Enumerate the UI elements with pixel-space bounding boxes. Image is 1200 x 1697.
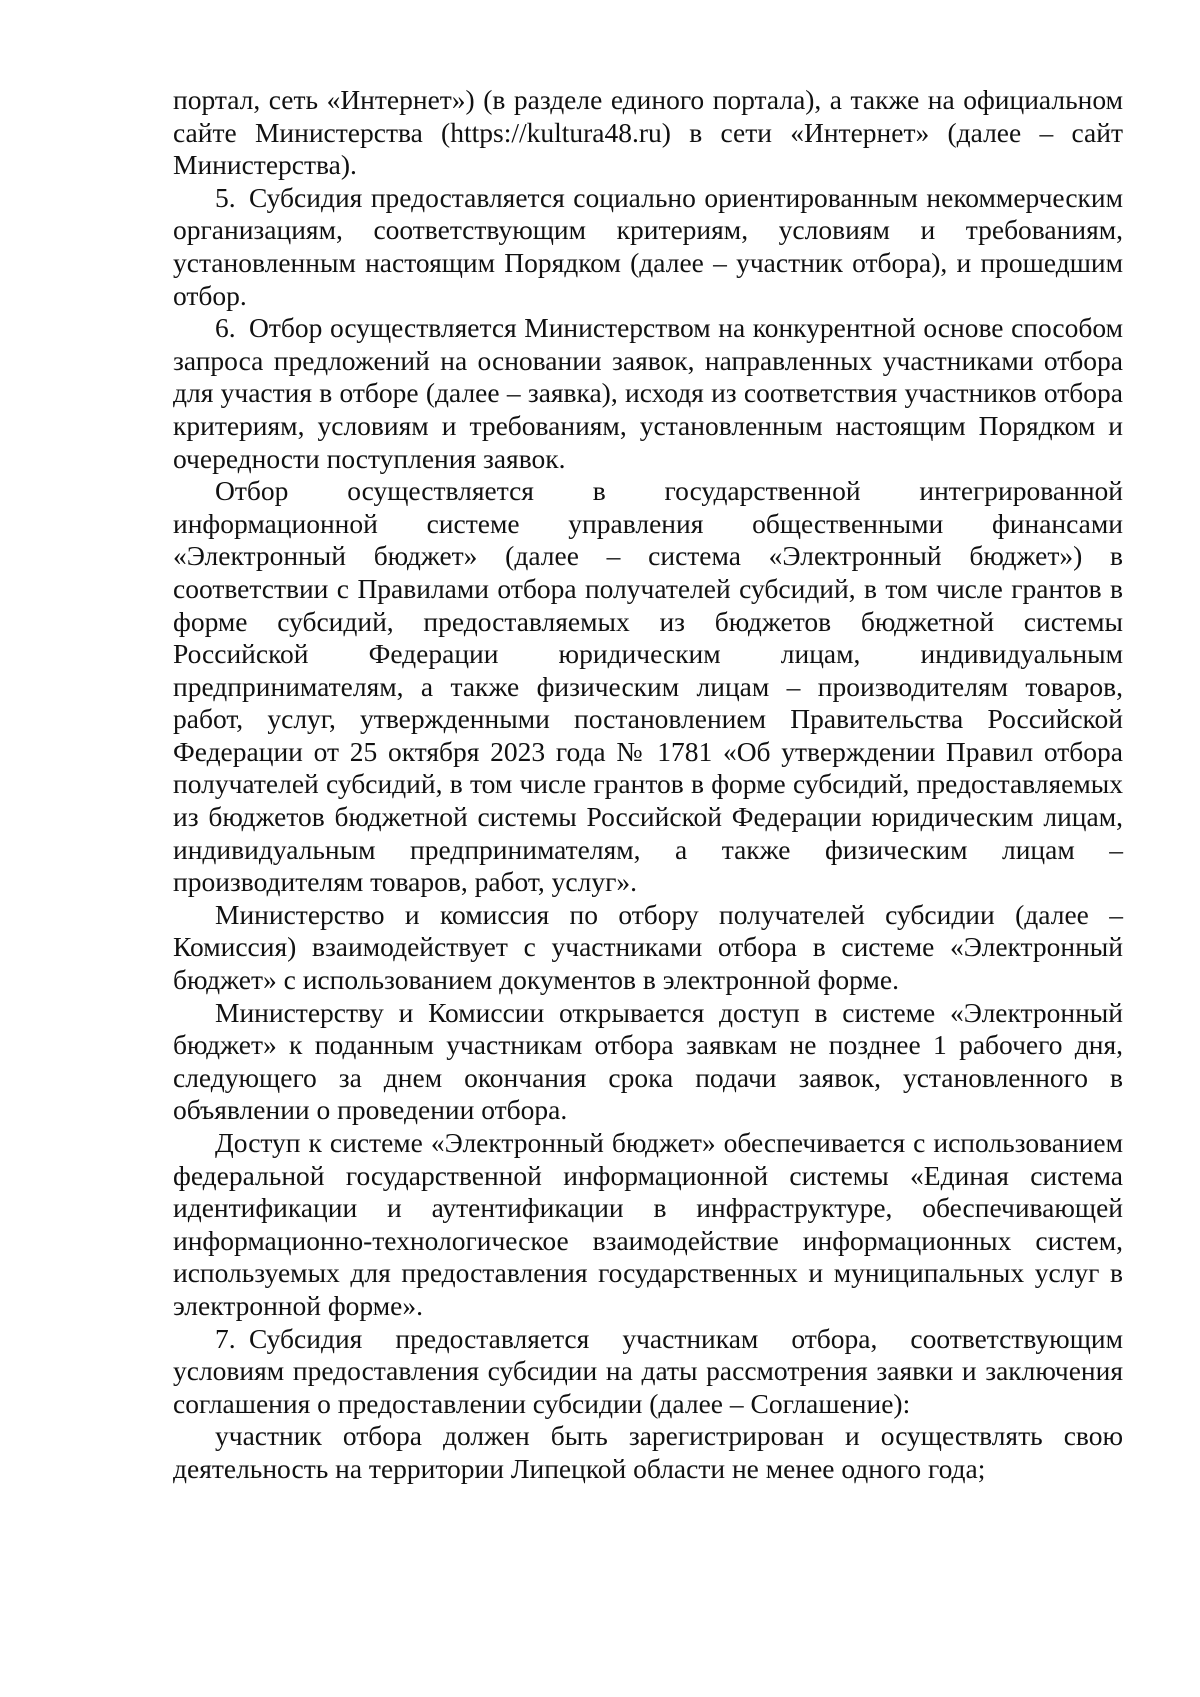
paragraph-6-commission: Министерство и комиссия по отбору получателей субсидии (далее – Комиссия) взаимодействует с участниками отбора в системе «Электронный бюджет» с использованием документов в электронной форме.: [173, 898, 1123, 996]
paragraph-6-access: Министерству и Комиссии открывается доступ в системе «Электронный бюджет» к поданным участникам отбора заявкам не позднее 1 рабочего дня, следующего за днем окончания срока подачи заявок, установленного в объявлении о проведении отбора.: [173, 996, 1123, 1126]
paragraph-number: 5.: [215, 181, 236, 213]
paragraph-5: [173, 182, 1123, 312]
paragraph-number: 7.: [215, 1322, 236, 1354]
paragraph-7: [173, 1323, 1123, 1421]
paragraph-6: [173, 312, 1123, 475]
paragraph-text: Отбор осуществляется Министерством на конкурентной основе способом запроса предложений на основании заявок, направленных участниками отбора для участия в отборе (далее – заявка), исходя из соответствия участников отбора критериям, условиям и требованиям, установленным настоящим Порядком и очередности поступления заявок.: [173, 312, 1123, 474]
paragraph-continuation: портал, сеть «Интернет») (в разделе единого портала), а также на официальном сайте Министерства (https://kultura48.ru) в сети «Интернет» (далее – сайт Министерства).: [173, 84, 1123, 181]
paragraph-7-condition: участник отбора должен быть зарегистрирован и осуществлять свою деятельность на территории Липецкой области не менее одного года;: [173, 1420, 1123, 1484]
paragraph-text: Субсидия предоставляется участникам отбора, соответствующим условиям предоставления субсидии на даты рассмотрения заявки и заключения соглашения о предоставлении субсидии (далее – Соглашение):: [173, 1322, 1123, 1419]
paragraph-6-electronic-budget: Отбор осуществляется в государственной интегрированной информационной системе управления общественными финансами «Электронный бюджет» (далее – система «Электронный бюджет») в соответствии с Правилами отбора получателей субсидий, в том числе грантов в форме субсидий, предоставляемых из бюджетов бюджетной системы Российской Федерации юридическим лицам, индивидуальным предпринимателям, а также физическим лицам – производителям товаров, работ, услуг, утвержденными постановлением Правительства Российской Федерации от 25 октября 2023 года № 1781 «Об утверждении Правил отбора получателей субсидий, в том числе грантов в форме субсидий, предоставляемых из бюджетов бюджетной системы Российской Федерации юридическим лицам, индивидуальным предпринимателям, а также физическим лицам – производителям товаров, работ, услуг».: [173, 475, 1123, 898]
paragraph-6-esia: Доступ к системе «Электронный бюджет» обеспечивается с использованием федеральной государственной информационной системы «Единая система идентификации и аутентификации в инфраструктуре, обеспечивающей информационно-технологическое взаимодействие информационных систем, используемых для предоставления государственных и муниципальных услуг в электронной форме».: [173, 1127, 1123, 1321]
paragraph-number: 6.: [215, 312, 236, 344]
paragraph-text: Субсидия предоставляется социально ориентированным некоммерческим организациям, соответствующим критериям, условиям и требованиям, установленным настоящим Порядком (далее – участник отбора), и прошедшим отбор.: [173, 181, 1123, 311]
document-page: [173, 84, 1123, 1486]
